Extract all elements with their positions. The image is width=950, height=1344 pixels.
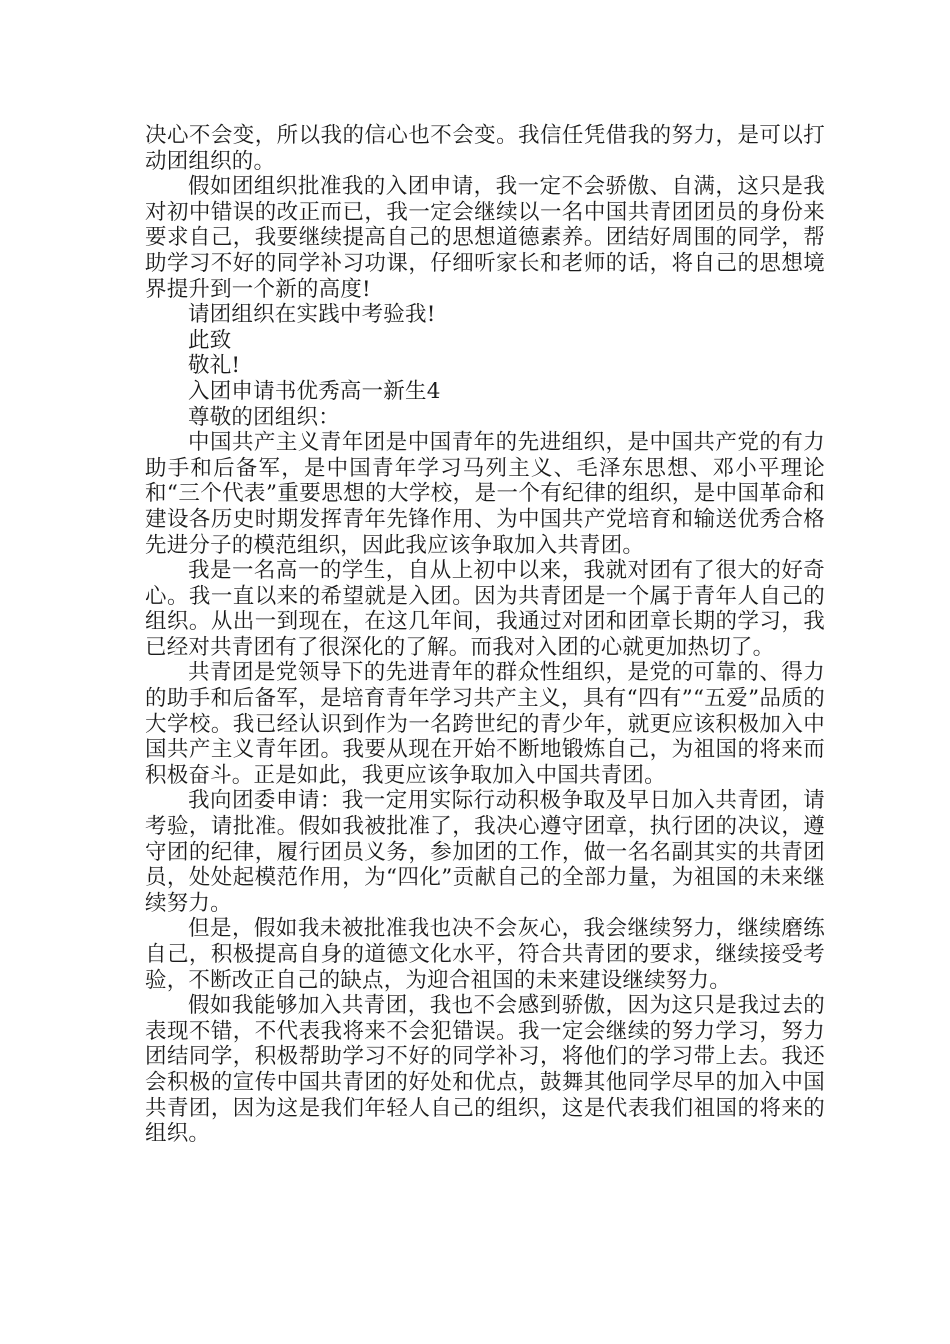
paragraph-application: 我向团委申请：我一定用实际行动积极争取及早日加入共青团，请考验，请批准。假如我被批准了，我决心遵守团章，执行团的决议，遵守团的纪律，履行团员义务，参加团的工作，做一名名副其实的共青团员，处处起模范作用，为“四化”贡献自己的全部力量，为祖国的未来继续努力。 bbox=[145, 788, 825, 916]
section-heading: 入团申请书优秀高一新生4 bbox=[188, 378, 441, 404]
paragraph-request-test: 请团组织在实践中考验我! bbox=[188, 302, 436, 328]
paragraph-if-rejected: 但是，假如我未被批准我也决不会灰心，我会继续努力，继续磨练自己，积极提高自身的道德文化水平，符合共青团的要求，继续接受考验，不断改正自己的缺点，为迎合祖国的未来建设继续努力。 bbox=[145, 916, 825, 993]
document-body bbox=[145, 123, 825, 1147]
closing-cizhi: 此致 bbox=[188, 327, 232, 353]
salutation: 尊敬的团组织： bbox=[188, 404, 340, 430]
paragraph-league-intro: 中国共产主义青年团是中国青年的先进组织，是中国共产党的有力助手和后备军，是中国青年学习马列主义、毛泽东思想、邓小平理论和“三个代表”重要思想的大学校，是一个有纪律的组织，是中国革命和建设各历史时期发挥青年先锋作用、为中国共产党培育和输送优秀合格先进分子的模范组织，因此我应该争取加入共青团。 bbox=[145, 430, 825, 558]
paragraph-promise: 假如团组织批准我的入团申请，我一定不会骄傲、自满，这只是我对初中错误的改正而已，我一定会继续以一名中国共青团团员的身份来要求自己，我要继续提高自己的思想道德素养。团结好周围的同学，帮助学习不好的同学补习功课，仔细听家长和老师的话，将自己的思想境界提升到一个新的高度! bbox=[145, 174, 825, 302]
paragraph-student-intro: 我是一名高一的学生，自从上初中以来，我就对团有了很大的好奇心。我一直以来的希望就是入团。因为共青团是一个属于青年人自己的组织。从出一到现在，在这几年间，我通过对团和团章长期的学习，我已经对共青团有了很深化的了解。而我对入团的心就更加热切了。 bbox=[145, 558, 825, 660]
closing-jingli: 敬礼! bbox=[188, 353, 241, 379]
paragraph-league-nature: 共青团是党领导下的先进青年的群众性组织，是党的可靠的、得力的助手和后备军，是培育青年学习共产主义，具有“四有”“五爱”品质的大学校。我已经认识到作为一名跨世纪的青少年，就更应该积极加入中国共产主义青年团。我要从现在开始不断地锻炼自己，为祖国的将来而积极奋斗。正是如此，我更应该争取加入中国共青团。 bbox=[145, 660, 825, 788]
paragraph-continuation: 决心不会变，所以我的信心也不会变。我信任凭借我的努力，是可以打动团组织的。 bbox=[145, 123, 825, 174]
paragraph-if-accepted: 假如我能够加入共青团，我也不会感到骄傲，因为这只是我过去的表现不错，不代表我将来不会犯错误。我一定会继续的努力学习，努力团结同学，积极帮助学习不好的同学补习，将他们的学习带上去。我还会积极的宣传中国共青团的好处和优点，鼓舞其他同学尽早的加入中国共青团，因为这是我们年轻人自己的组织，这是代表我们祖国的将来的组织。 bbox=[145, 993, 825, 1147]
